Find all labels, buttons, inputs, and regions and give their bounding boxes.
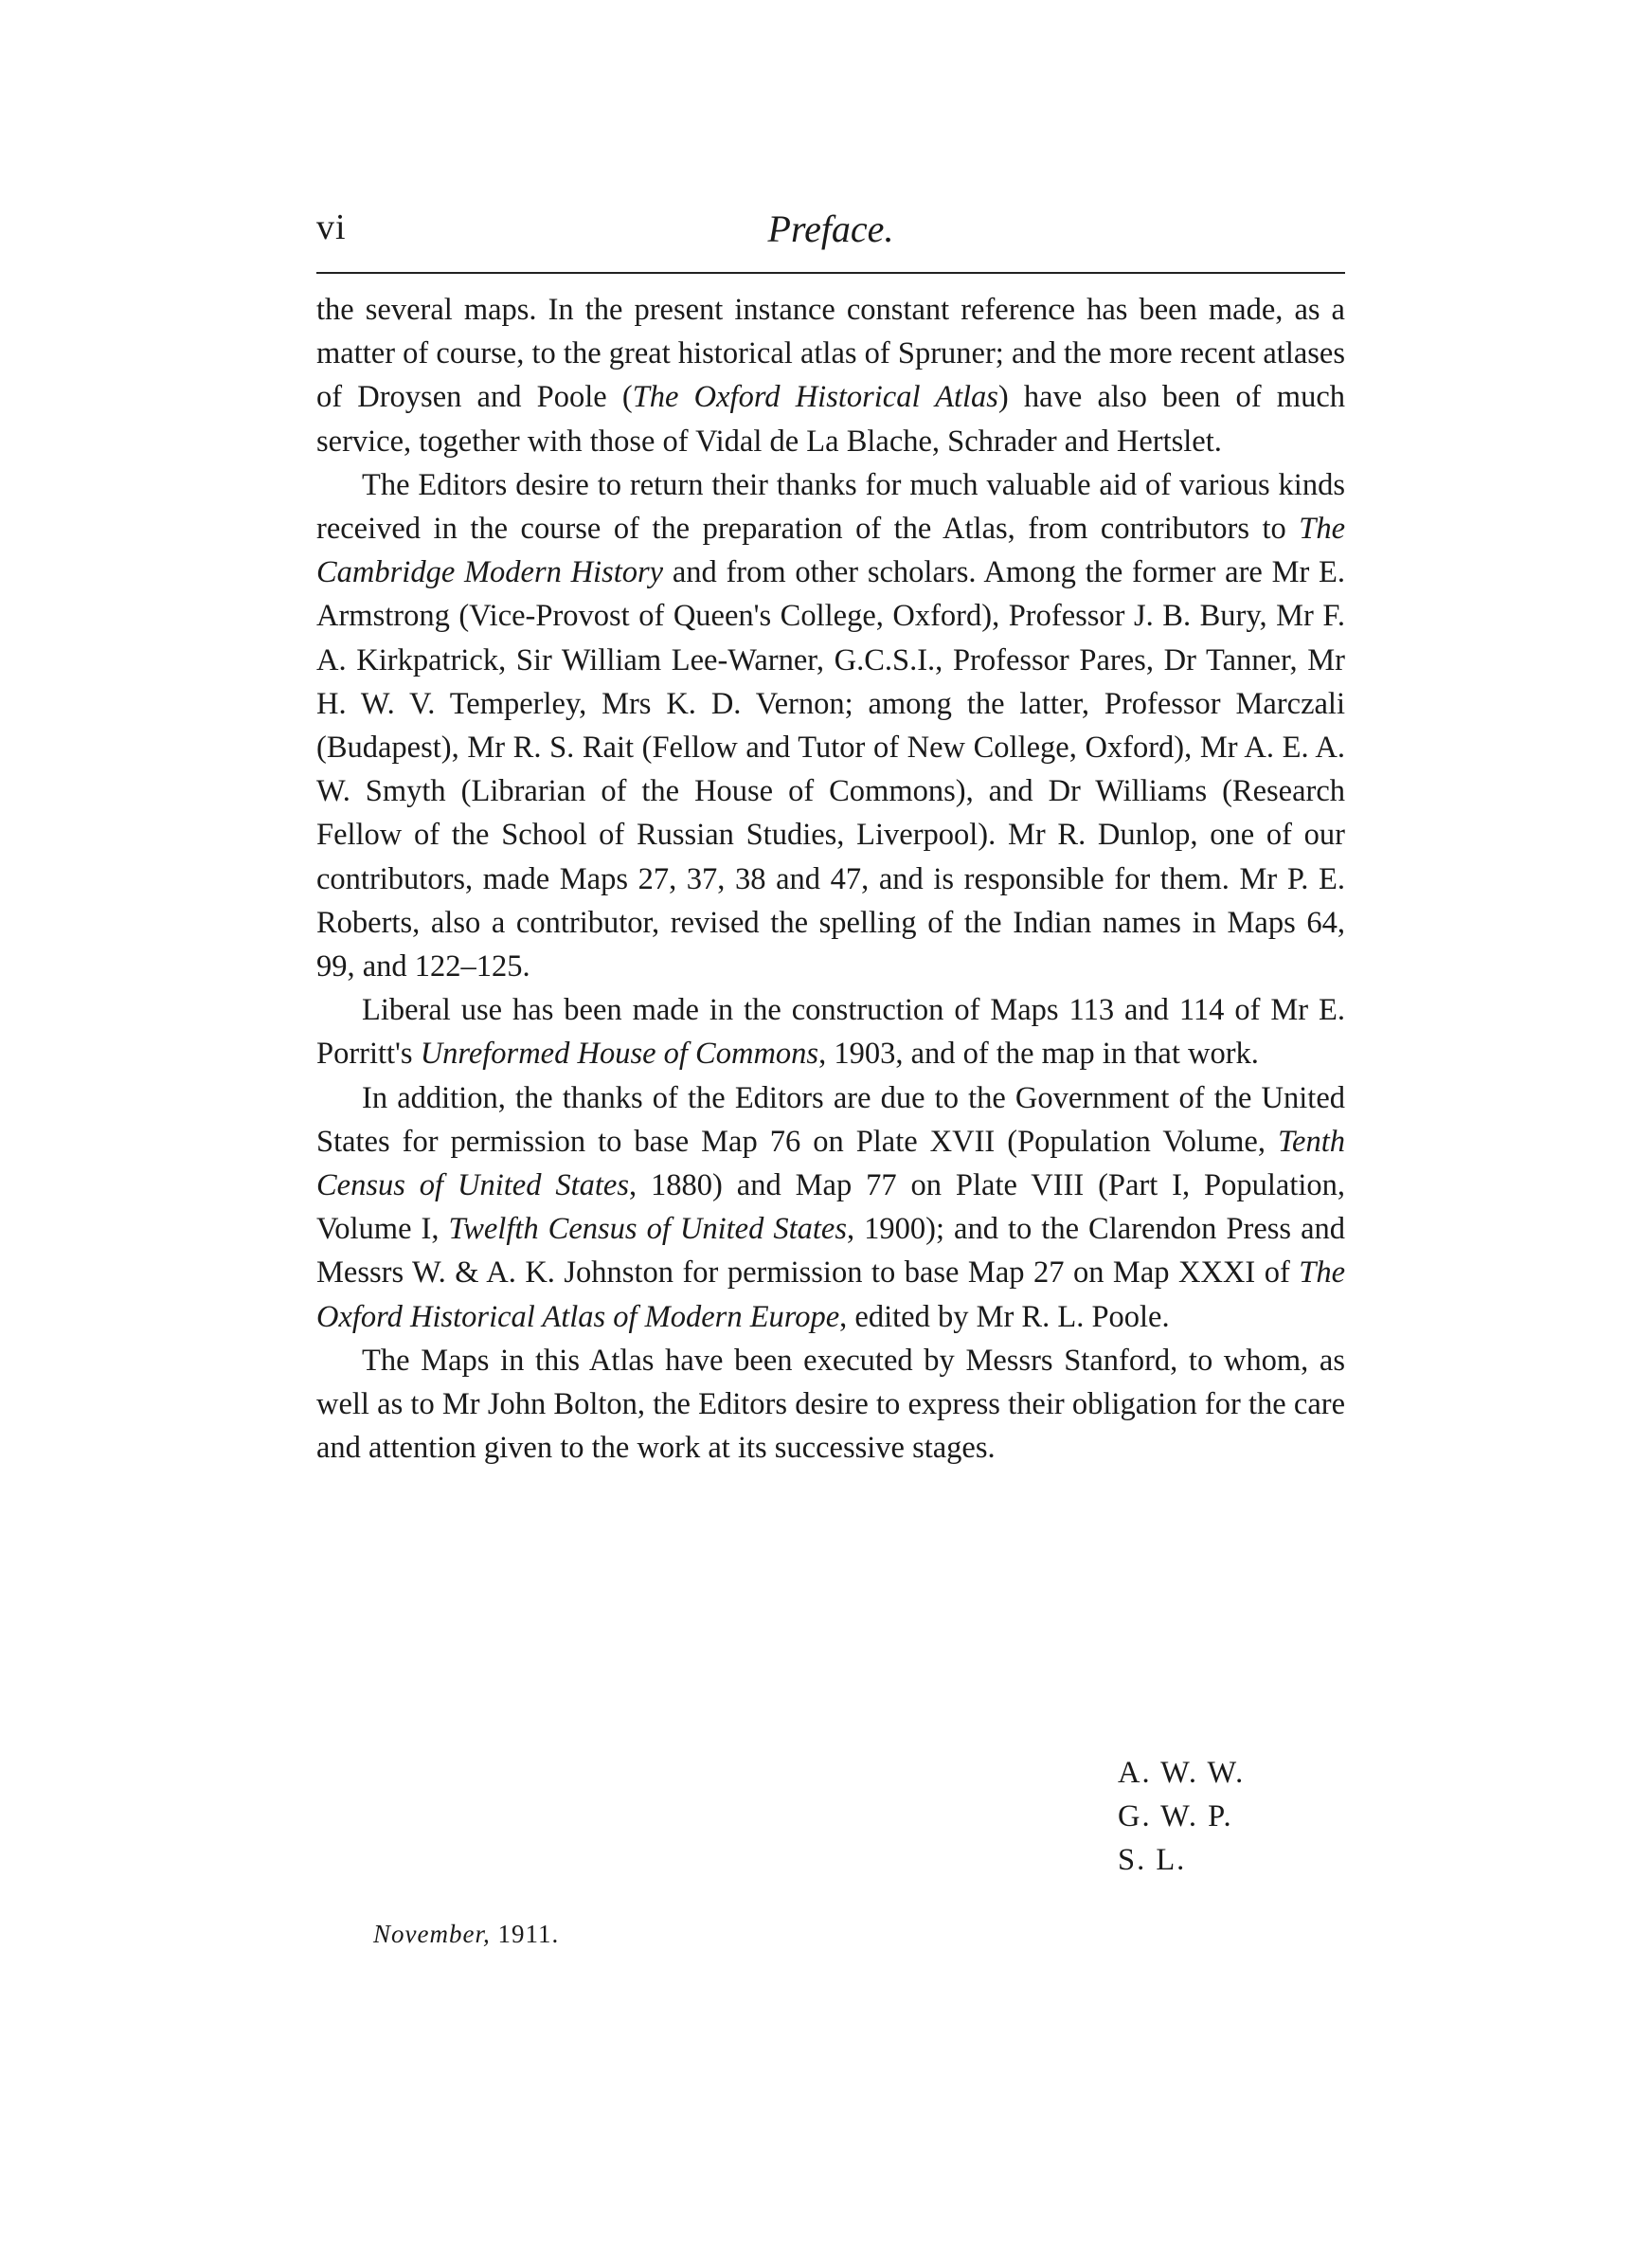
paragraph-text: ) have also been of much service, together with those of Vidal de La Blache, Schrader and Hertslet. bbox=[316, 380, 1345, 459]
paragraph-text: and from other scholars. Among the former are Mr E. Armstrong (Vice-Provost of Queen's College, Oxford), Professor J. B. Bury, Mr F. A. Kirkpatrick, Sir William Lee-Warner, G.C.S.I., Professor Pares, Dr Tanner, Mr H. W. V. Temperley, Mrs K. D. Vernon; among the latter, Professor Marczali (Budapest), Mr R. S. Rait (Fellow and Tutor of New College, Oxford), Mr A. E. A. W. Smyth (Librarian of the House of Commons), and Dr Williams (Research Fellow of the School of Russian Studies, Liverpool). Mr R. Dunlop, one of our contributors, made Maps 27, 37, 38 and 47, and is responsible for them. Mr P. E. Roberts, also a contributor, revised the spelling of the Indian names in Maps 64, 99, and 122–125. bbox=[316, 555, 1345, 984]
italic-title: The Cambridge Modern History bbox=[316, 512, 1345, 590]
page-number: vi bbox=[316, 208, 347, 247]
running-title: Preface. bbox=[767, 208, 894, 250]
italic-title: Unreformed House of Commons bbox=[420, 1037, 819, 1072]
signature-line: G. W. P. bbox=[1118, 1799, 1233, 1833]
italic-title: Tenth Census of United States bbox=[316, 1124, 1345, 1203]
body-text bbox=[316, 288, 1345, 1470]
paragraph bbox=[316, 463, 1345, 988]
paragraph-text: , 1900); and to the Clarendon Press and Messrs W. & A. K. Johnston for permission to base Map 27 on Map XXXI of bbox=[316, 1212, 1346, 1291]
paragraph-text: The Editors desire to return their thanks for much valuable aid of various kinds received in the course of the preparation of the Atlas, from contributors to bbox=[316, 467, 1345, 547]
italic-title: The Oxford Historical Atlas of Modern Europe bbox=[316, 1255, 1345, 1334]
page-header bbox=[316, 207, 1345, 263]
header-rule bbox=[316, 272, 1345, 274]
italic-title: Twelfth Census of United States bbox=[448, 1212, 848, 1247]
signature-line: A. W. W. bbox=[1118, 1756, 1246, 1790]
dateline-year: 1911. bbox=[497, 1920, 560, 1948]
paragraph-text: , 1880) and Map 77 on Plate VIII (Part I, Population, Volume I, bbox=[316, 1168, 1346, 1247]
dateline-month: November, bbox=[373, 1920, 491, 1948]
paragraph bbox=[316, 988, 1345, 1075]
paragraph bbox=[316, 1339, 1345, 1471]
paragraph-text: Liberal use has been made in the construction of Maps 113 and 114 of Mr E. Porritt's bbox=[316, 993, 1345, 1072]
paragraph bbox=[316, 1076, 1345, 1339]
signature-line: S. L. bbox=[1118, 1843, 1187, 1877]
italic-title: The Oxford Historical Atlas bbox=[632, 380, 998, 415]
paragraph-text: The Maps in this Atlas have been executed by Messrs Stanford, to whom, as well as to Mr John Bolton, the Editors desire to express their obligation for the care and attention given to the work at its successive stages. bbox=[316, 1343, 1345, 1466]
paragraph-text: the several maps. In the present instance constant reference has been made, as a matter of course, to the great historical atlas of Spruner; and the more recent atlases of Droysen and Poole ( bbox=[316, 293, 1345, 415]
editor-initials bbox=[1118, 1751, 1245, 1882]
paragraph-text: , 1903, and of the map in that work. bbox=[818, 1037, 1259, 1072]
paragraph bbox=[316, 288, 1345, 463]
paragraph-text: In addition, the thanks of the Editors are due to the Government of the United States for permission to base Map 76 on Plate XVII (Population Volume, bbox=[316, 1080, 1345, 1159]
dateline bbox=[373, 1920, 559, 1949]
paragraph-text: , edited by Mr R. L. Poole. bbox=[839, 1299, 1170, 1334]
